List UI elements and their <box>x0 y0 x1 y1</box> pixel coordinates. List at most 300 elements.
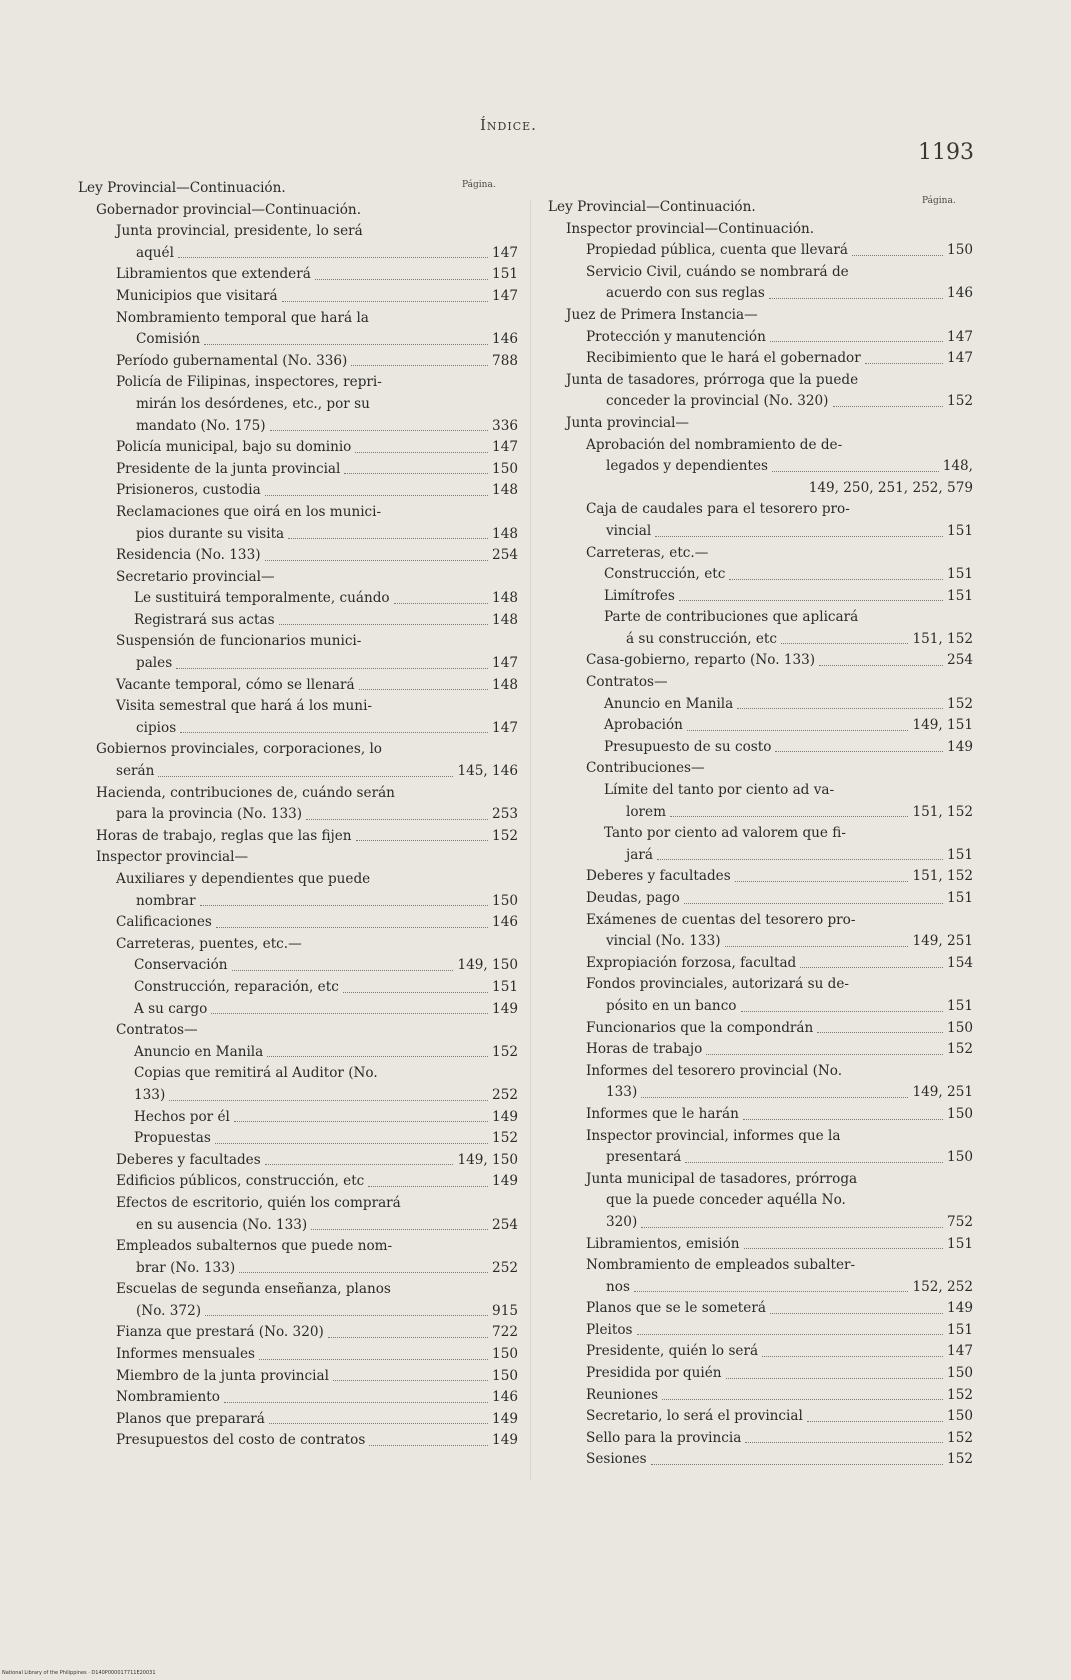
index-entry-text: Juez de Primera Instancia— <box>566 306 758 323</box>
index-entry-page: 146 <box>492 331 518 348</box>
index-entry-text: Anuncio en Manila <box>134 1043 264 1060</box>
index-entry <box>78 1322 518 1344</box>
index-entry-text: cipios <box>136 719 177 736</box>
index-entry <box>548 262 973 284</box>
index-entry-text: Presidida por quién <box>586 1365 722 1382</box>
index-entry-page: 151 <box>947 997 973 1014</box>
index-entry-text: Inspector provincial, informes que la <box>586 1127 841 1144</box>
index-entry-page: 149 <box>492 1173 518 1190</box>
leader-dots <box>265 560 489 561</box>
leader-dots <box>687 730 909 731</box>
index-entry-text: Parte de contribuciones que aplicará <box>604 609 859 626</box>
leader-dots <box>741 1011 944 1012</box>
index-entry-page: 149 <box>947 1300 973 1317</box>
index-entry-text: nombrar <box>136 892 196 909</box>
index-entry <box>78 696 518 718</box>
leader-dots <box>355 452 488 453</box>
page-title: Índice. <box>480 116 537 134</box>
index-entry-text: Nombramiento de empleados subalter- <box>586 1257 856 1274</box>
index-entry-text: Visita semestral que hará á los muni- <box>116 698 373 715</box>
index-entry-page: 254 <box>492 1216 518 1233</box>
index-entry-text: Recibimiento que le hará el gobernador <box>586 350 861 367</box>
index-entry <box>78 351 518 373</box>
index-entry-page: 149, 251 <box>912 933 973 950</box>
index-entry <box>78 1430 518 1452</box>
index-entry-page: 150 <box>947 242 973 259</box>
index-entry-text: pales <box>136 655 173 672</box>
index-entry <box>548 564 973 586</box>
index-entry-text: Registrará sus actas <box>134 611 275 628</box>
index-entry <box>548 240 973 262</box>
index-entry <box>548 1449 973 1471</box>
index-entry-page: 147 <box>492 244 518 261</box>
index-entry-page: 252 <box>492 1086 518 1103</box>
index-entry <box>548 629 973 651</box>
leader-dots <box>215 1143 488 1144</box>
index-entry-page: 148 <box>492 482 518 499</box>
index-entry <box>78 545 518 567</box>
index-entry-text: Presidente de la junta provincial <box>116 460 341 477</box>
index-entry <box>548 1082 973 1104</box>
index-entry-text: Ley Provincial—Continuación. <box>548 199 756 215</box>
index-entry-text: Planos que preparará <box>116 1410 265 1427</box>
index-entry <box>78 308 518 330</box>
index-entry-text: A su cargo <box>134 1000 208 1017</box>
index-entry-page: 722 <box>492 1324 518 1341</box>
index-entry-text: presentará <box>606 1149 682 1166</box>
leader-dots <box>200 905 488 906</box>
index-entry-page: 150 <box>947 1408 973 1425</box>
index-entry <box>78 804 518 826</box>
index-entry-page: 151 <box>492 978 518 995</box>
index-entry-text: Hacienda, contribuciones de, cuándo serán <box>96 784 395 801</box>
index-entry-page: 150 <box>492 1346 518 1363</box>
index-entry-text: Presidente, quién lo será <box>586 1343 759 1360</box>
index-entry <box>78 912 518 934</box>
index-entry-text: Caja de caudales para el tesorero pro- <box>586 501 850 518</box>
index-entry <box>548 1061 973 1083</box>
index-entry-page: 915 <box>492 1302 518 1319</box>
index-entry-text: Propiedad pública, cuenta que llevará <box>586 242 848 259</box>
index-entry <box>78 1409 518 1431</box>
leader-dots <box>270 430 488 431</box>
index-entry-page: 151 <box>947 522 973 539</box>
index-entry-page: 149 <box>492 1000 518 1017</box>
index-entry <box>548 435 973 457</box>
leader-dots <box>817 1032 943 1033</box>
index-entry-page: 152 <box>947 1386 973 1403</box>
leader-dots <box>662 1399 943 1400</box>
index-entry-text: legados y dependientes <box>606 458 768 475</box>
index-entry <box>548 694 973 716</box>
index-entry <box>78 847 518 869</box>
index-entry-page: 152 <box>947 1451 973 1468</box>
leader-dots <box>819 665 943 666</box>
index-entry-text: mandato (No. 175) <box>136 417 266 434</box>
pagina-label-right: Página. <box>922 196 956 206</box>
index-entry <box>78 1366 518 1388</box>
index-entry-page: 149 <box>947 738 973 755</box>
index-entry <box>548 650 973 672</box>
leader-dots <box>180 732 488 733</box>
index-entry-page: 152, 252 <box>912 1278 973 1295</box>
index-entry-text: Prisioneros, custodia <box>116 482 261 499</box>
index-entry-page: 788 <box>492 352 518 369</box>
index-entry-page: 149 <box>492 1108 518 1125</box>
index-entry <box>548 1234 973 1256</box>
index-entry-text: Expropiación forzosa, facultad <box>586 954 797 971</box>
index-entry <box>78 977 518 999</box>
index-entry-text: Contratos— <box>586 674 668 691</box>
index-entry <box>548 1406 973 1428</box>
pagina-label-left: Página. <box>462 180 496 190</box>
index-entry-page: 147 <box>947 1343 973 1360</box>
index-entry <box>548 1039 973 1061</box>
leader-dots <box>762 1356 943 1357</box>
leader-dots <box>351 365 488 366</box>
index-entry-page: 152 <box>492 1043 518 1060</box>
index-entry <box>548 456 973 478</box>
index-entry <box>548 413 973 435</box>
leader-dots <box>655 536 943 537</box>
index-entry-text: Municipios que visitará <box>116 287 278 304</box>
index-entry-text: Junta provincial, presidente, lo será <box>116 223 363 240</box>
index-entry <box>78 783 518 805</box>
index-entry <box>548 197 973 219</box>
index-entry-page: 152 <box>947 1429 973 1446</box>
index-entry-page: 147 <box>947 350 973 367</box>
scan-footer: National Library of the Philippines · D140P000017711E20031 <box>2 1670 156 1676</box>
index-entry-page: 150 <box>947 1105 973 1122</box>
index-entry-text: Aprobación <box>604 717 683 734</box>
index-entry-page: 151 <box>947 1235 973 1252</box>
index-entry <box>548 1298 973 1320</box>
index-entry <box>78 502 518 524</box>
index-entry <box>548 348 973 370</box>
index-entry-page: 148, <box>942 458 973 475</box>
index-entry-text: 133) <box>134 1086 166 1103</box>
index-entry-page: 152 <box>492 827 518 844</box>
index-entry-text: Funcionarios que la compondrán <box>586 1019 814 1036</box>
index-entry-page: 152 <box>947 695 973 712</box>
index-entry <box>548 521 973 543</box>
leader-dots <box>232 970 454 971</box>
index-entry <box>78 459 518 481</box>
index-entry-page: 154 <box>947 954 973 971</box>
leader-dots <box>259 1359 488 1360</box>
index-entry-text: Conservación <box>134 957 228 974</box>
leader-dots <box>211 1013 488 1014</box>
index-entry <box>78 394 518 416</box>
index-entry-page: 145, 146 <box>457 763 518 780</box>
leader-dots <box>178 257 488 258</box>
index-entry <box>548 1428 973 1450</box>
index-entry-page: 148 <box>492 590 518 607</box>
index-entry <box>548 845 973 867</box>
index-entry-text: Deberes y facultades <box>116 1151 261 1168</box>
leader-dots <box>634 1291 909 1292</box>
leader-dots <box>239 1272 488 1273</box>
index-entry <box>78 1387 518 1409</box>
leader-dots <box>685 1162 943 1163</box>
leader-dots <box>725 946 909 947</box>
index-entry <box>548 910 973 932</box>
index-entry-text: Contribuciones— <box>586 760 705 777</box>
index-entry <box>78 1107 518 1129</box>
index-entry <box>548 1255 973 1277</box>
leader-dots <box>369 1445 488 1446</box>
index-entry-page: 149, 251 <box>912 1084 973 1101</box>
index-entry-text: en su ausencia (No. 133) <box>136 1216 308 1233</box>
index-entry-text: Límite del tanto por ciento ad va- <box>604 782 835 799</box>
index-entry-page: 151 <box>947 890 973 906</box>
index-entry-text: Deberes y facultades <box>586 868 731 885</box>
leader-dots <box>641 1097 908 1098</box>
index-entry-page: 146 <box>492 914 518 931</box>
index-entry <box>78 567 518 589</box>
index-entry <box>78 1258 518 1280</box>
leader-dots <box>269 1423 488 1424</box>
index-entry-text: Construcción, etc <box>604 566 726 583</box>
index-entry-text: Fondos provinciales, autorizará su de- <box>586 976 849 993</box>
index-entry <box>548 672 973 694</box>
index-entry <box>548 370 973 392</box>
index-entry <box>78 891 518 913</box>
index-entry-page: 147 <box>492 287 518 304</box>
index-entry-text: Sello para la provincia <box>586 1429 742 1446</box>
leader-dots <box>169 1100 488 1101</box>
index-entry-page: 253 <box>492 806 518 823</box>
leader-dots <box>333 1380 488 1381</box>
leader-dots <box>205 1315 488 1316</box>
index-entry <box>78 934 518 956</box>
index-entry <box>548 1320 973 1342</box>
index-entry-page: 151, 152 <box>912 868 973 885</box>
index-entry-page: 149, 151 <box>912 717 973 734</box>
leader-dots <box>328 1337 488 1338</box>
index-entry <box>548 866 973 888</box>
index-entry-text: Carreteras, etc.— <box>586 544 709 561</box>
index-entry <box>548 974 973 996</box>
index-entry <box>548 888 973 910</box>
index-entry-page: 152 <box>492 1130 518 1147</box>
index-entry-page: 151 <box>947 587 973 604</box>
index-entry <box>548 1385 973 1407</box>
index-entry-text: Empleados subalternos que puede nom- <box>116 1238 393 1255</box>
leader-dots <box>311 1229 488 1230</box>
index-entry <box>78 739 518 761</box>
index-entry <box>548 391 973 413</box>
index-entry-text: Sesiones <box>586 1451 647 1468</box>
page-number: 1193 <box>918 140 974 165</box>
index-entry <box>548 1190 973 1212</box>
index-entry-text: Suspensión de funcionarios munici- <box>116 633 362 650</box>
leader-dots <box>769 298 943 299</box>
index-entry-text: 133) <box>606 1084 638 1101</box>
index-entry-text: nos <box>606 1278 630 1295</box>
index-entry-page: 151, 152 <box>912 630 973 647</box>
index-entry <box>78 1150 518 1172</box>
index-entry-text: Informes que le harán <box>586 1105 739 1122</box>
index-entry <box>78 610 518 632</box>
index-entry-text: acuerdo con sus reglas <box>606 285 765 302</box>
index-entry <box>548 1277 973 1299</box>
index-entry <box>78 437 518 459</box>
index-entry <box>548 1169 973 1191</box>
index-entry <box>78 480 518 502</box>
index-entry <box>548 931 973 953</box>
index-entry-text: serán <box>116 763 155 780</box>
index-entry-page: 149, 150 <box>457 1151 518 1168</box>
index-entry-text: Limítrofes <box>604 587 675 604</box>
index-entry <box>548 305 973 327</box>
leader-dots <box>679 600 943 601</box>
index-entry-text: Gobiernos provinciales, corporaciones, lo <box>96 741 382 758</box>
index-entry-text: Gobernador provincial—Continuación. <box>96 201 362 218</box>
index-entry-text: Pleitos <box>586 1321 633 1338</box>
index-entry <box>78 1236 518 1258</box>
index-entry <box>78 999 518 1021</box>
index-entry-text: Nombramiento temporal que hará la <box>116 309 369 326</box>
index-entry <box>78 1301 518 1323</box>
index-entry <box>78 416 518 438</box>
index-entry <box>548 715 973 737</box>
leader-dots <box>306 819 488 820</box>
index-entry <box>78 1085 518 1107</box>
index-entry-text: Casa-gobierno, reparto (No. 133) <box>586 652 816 669</box>
index-entry-text: Calificaciones <box>116 914 212 931</box>
leader-dots <box>176 668 488 669</box>
index-entry-text: Policía municipal, bajo su dominio <box>116 439 352 456</box>
index-entry-page: 252 <box>492 1259 518 1276</box>
index-entry <box>78 869 518 891</box>
index-entry-page: 254 <box>947 652 973 669</box>
index-entry-text: Junta municipal de tasadores, prórroga <box>586 1170 858 1187</box>
index-entry-text: Libramientos que extenderá <box>116 266 311 283</box>
index-entry-text: Escuelas de segunda enseñanza, planos <box>116 1281 391 1298</box>
index-entry-page: 147 <box>492 719 518 736</box>
leader-dots <box>706 1054 943 1055</box>
index-entry-text: que la puede conceder aquélla No. <box>606 1192 846 1209</box>
leader-dots <box>807 1421 943 1422</box>
index-entry <box>78 524 518 546</box>
index-entry-text: Carreteras, puentes, etc.— <box>116 935 302 952</box>
index-entry-text: Fianza que prestará (No. 320) <box>116 1324 324 1341</box>
index-entry <box>78 1215 518 1237</box>
index-entry-text: Edificios públicos, construcción, etc <box>116 1173 365 1190</box>
leader-dots <box>265 1164 454 1165</box>
leader-dots <box>359 689 488 690</box>
leader-dots <box>729 579 943 580</box>
index-entry <box>548 1104 973 1126</box>
index-entry-page: 254 <box>492 547 518 564</box>
index-entry-page: 147 <box>492 655 518 672</box>
index-entry-text: Protección y manutención <box>586 328 766 345</box>
index-entry-text: Presupuestos del costo de contratos <box>116 1432 366 1449</box>
index-entry-text: Secretario, lo será el provincial <box>586 1408 803 1425</box>
index-entry <box>78 1128 518 1150</box>
index-entry-page: 151 <box>492 266 518 283</box>
leader-dots <box>204 344 488 345</box>
index-entry-text: pósito en un banco <box>606 997 737 1014</box>
leader-dots <box>735 881 909 882</box>
leader-dots <box>781 643 908 644</box>
index-entry <box>78 1344 518 1366</box>
index-entry-text: aquél <box>136 244 174 261</box>
index-entry-text: á su construcción, etc <box>626 630 777 647</box>
leader-dots <box>833 406 944 407</box>
index-entry <box>78 718 518 740</box>
index-entry-text: Anuncio en Manila <box>604 695 734 712</box>
index-entry-text: lorem <box>626 803 666 820</box>
index-entry <box>78 1279 518 1301</box>
index-entry <box>78 761 518 783</box>
index-entry <box>78 1063 518 1085</box>
leader-dots <box>282 301 488 302</box>
index-entry-text: Aprobación del nombramiento de de- <box>586 436 843 453</box>
leader-dots <box>800 967 943 968</box>
leader-dots <box>368 1186 488 1187</box>
index-entry <box>548 802 973 824</box>
index-entry <box>78 243 518 265</box>
index-entry-text: Auxiliares y dependientes que puede <box>116 871 371 887</box>
index-entry <box>78 675 518 697</box>
index-entry <box>548 327 973 349</box>
leader-dots <box>770 1313 943 1314</box>
index-entry-page: 149 <box>492 1432 518 1449</box>
index-entry-page: 150 <box>947 1365 973 1382</box>
index-entry-page: 149, 250, 251, 252, 579 <box>808 479 973 496</box>
index-entry-page: 146 <box>492 1389 518 1406</box>
index-entry-page: 149 <box>492 1410 518 1427</box>
index-entry <box>78 955 518 977</box>
leader-dots <box>684 903 943 904</box>
index-entry-text: Reclamaciones que oirá en los munici- <box>116 503 382 520</box>
index-entry <box>78 1020 518 1042</box>
index-entry-text: para la provincia (No. 133) <box>116 806 303 823</box>
index-entry <box>548 543 973 565</box>
leader-dots <box>657 859 943 860</box>
index-entry-text: conceder la provincial (No. 320) <box>606 393 829 410</box>
index-entry-text: vincial (No. 133) <box>606 933 721 950</box>
index-entry-text: Copias que remitirá al Auditor (No. <box>134 1065 378 1082</box>
index-entry-text: Policía de Filipinas, inspectores, repri- <box>116 374 382 391</box>
index-entry <box>548 219 973 241</box>
index-entry-text: Informes mensuales <box>116 1346 255 1363</box>
index-entry-text: Período gubernamental (No. 336) <box>116 352 348 369</box>
index-entry-page: 150 <box>492 1367 518 1384</box>
leader-dots <box>315 279 488 280</box>
index-entry-text: Exámenes de cuentas del tesorero pro- <box>586 911 856 928</box>
index-entry-page: 150 <box>492 460 518 477</box>
index-entry-text: Presupuesto de su costo <box>604 738 772 755</box>
index-entry-text: Inspector provincial—Continuación. <box>566 220 815 237</box>
index-entry-text: Vacante temporal, cómo se llenará <box>116 676 355 693</box>
leader-dots <box>651 1464 943 1465</box>
index-entry <box>548 1147 973 1169</box>
index-entry-text: Junta provincial— <box>566 414 690 431</box>
index-entry <box>78 653 518 675</box>
index-entry-text: Inspector provincial— <box>96 849 249 866</box>
index-entry <box>78 588 518 610</box>
index-entry-page: 151 <box>947 846 973 863</box>
index-entry <box>548 780 973 802</box>
index-entry-text: Secretario provincial— <box>116 568 275 585</box>
index-entry <box>78 286 518 308</box>
index-entry-text: Hechos por él <box>134 1108 230 1125</box>
index-entry-text: Tanto por ciento ad valorem que fi- <box>604 825 846 842</box>
leader-dots <box>865 363 943 364</box>
